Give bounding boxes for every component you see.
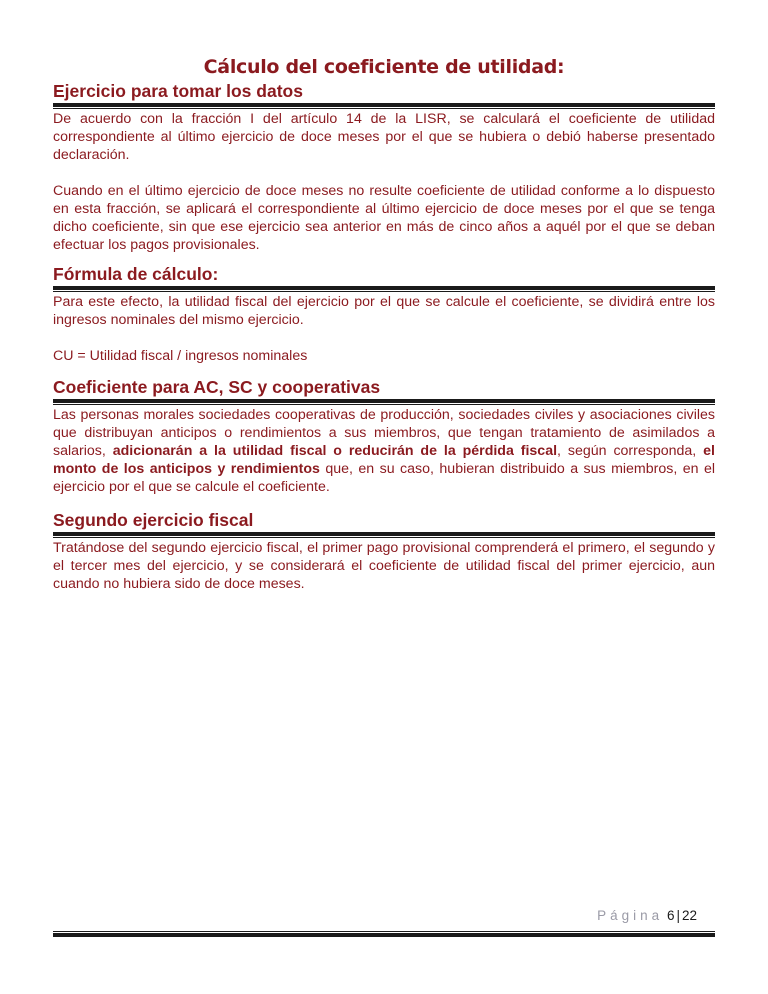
page-separator: |	[676, 908, 680, 923]
section-ejercicio-datos	[53, 81, 715, 254]
paragraph: Cuando en el último ejercicio de doce meses no resulte coeficiente de utilidad conforme a lo dispuesto en esta fracción, se aplicará el correspondiente al último ejercicio de doce meses por el que se tenga dicho coeficiente, sin que ese ejercicio sea anterior en más de cinco años a aquél por el que se deban efectuar los pagos provisionales.	[53, 183, 715, 253]
paragraph: Para este efecto, la utilidad fiscal del ejercicio por el que se calcule el coeficiente, se dividirá entre los ingresos nominales del mismo ejercicio.	[53, 294, 715, 328]
formula-text: CU = Utilidad fiscal / ingresos nominales	[53, 348, 308, 364]
section-heading: Fórmula de cálculo:	[53, 264, 219, 284]
paragraph	[53, 406, 715, 496]
footer-divider	[53, 931, 715, 938]
page-footer	[53, 907, 715, 938]
page-number	[53, 907, 715, 925]
section-heading: Segundo ejercicio fiscal	[53, 510, 254, 530]
section-heading: Coeficiente para AC, SC y cooperativas	[53, 377, 381, 397]
emphasis-text: el monto de los anticipos y rendimientos	[53, 443, 715, 477]
total-pages: 22	[681, 908, 697, 923]
current-page: 6	[666, 908, 675, 923]
paragraph-text: Las personas morales sociedades cooperativas de producción, sociedades civiles y asociaciones civiles que distribuyan anticipos o rendimientos a sus miembros, que tengan tratamiento de asimilados a salarios,	[53, 407, 715, 459]
section-coeficiente-ac-sc	[53, 377, 715, 496]
section-divider	[53, 103, 715, 110]
paragraph: De acuerdo con la fracción I del artículo 14 de la LISR, se calculará el coeficiente de utilidad correspondiente al último ejercicio de doce meses por el que se hubiera o debió haberse presentado declaración.	[53, 111, 715, 163]
section-segundo-ejercicio	[53, 510, 715, 593]
paragraph: Tratándose del segundo ejercicio fiscal, el primer pago provisional comprenderá el primero, el segundo y el tercer mes del ejercicio, y se considerará el coeficiente de utilidad fiscal del primer ejercicio, aun cuando no hubiera sido de doce meses.	[53, 540, 715, 592]
page-label: Página	[597, 908, 664, 923]
section-divider	[53, 399, 715, 406]
paragraph-text: que, en su caso, hubieran distribuido a sus miembros, en el ejercicio por el que se calcule el coeficiente.	[53, 461, 716, 495]
emphasis-text: adicionarán a la utilidad fiscal o reducirán de la pérdida fiscal	[112, 443, 558, 459]
page-title: Cálculo del coeficiente de utilidad:	[203, 56, 565, 78]
section-divider	[53, 532, 715, 539]
section-formula	[53, 264, 715, 365]
section-heading: Ejercicio para tomar los datos	[53, 81, 303, 101]
paragraph-text: , según corresponda,	[557, 443, 704, 459]
section-divider	[53, 286, 715, 293]
